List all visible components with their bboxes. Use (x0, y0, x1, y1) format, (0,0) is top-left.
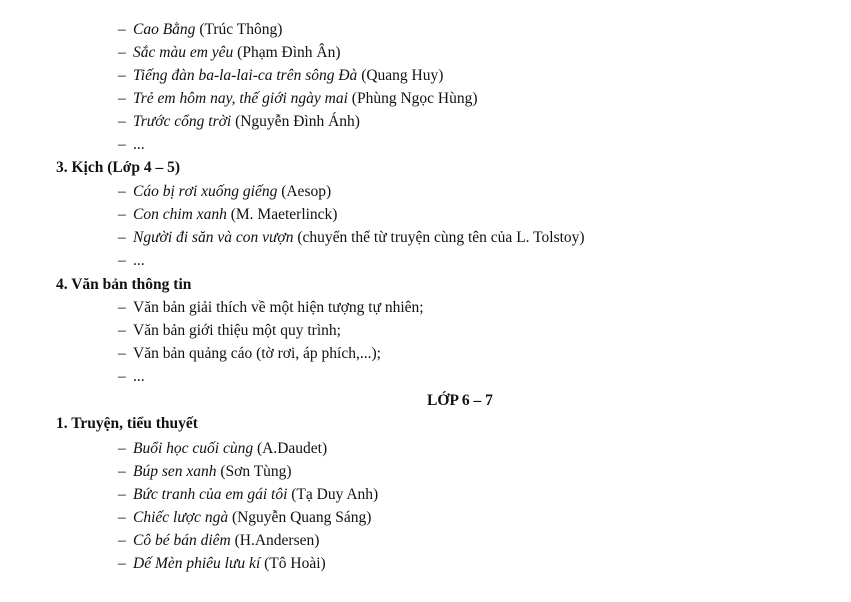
list-item (118, 508, 371, 528)
work-author: (Nguyễn Đình Ánh) (231, 113, 360, 130)
list-item (118, 485, 378, 505)
bullet-dash: – (118, 252, 126, 269)
item-text: Văn bản quảng cáo (tờ rơi, áp phích,...); (133, 345, 381, 362)
work-author: (H.Andersen) (230, 532, 320, 549)
bullet-dash: – (118, 67, 126, 84)
bullet-dash: – (118, 136, 126, 153)
bullet-dash: – (118, 440, 126, 457)
list-item (118, 367, 145, 387)
list-item (118, 43, 340, 63)
list-item (118, 462, 292, 482)
ellipsis-text: ... (133, 252, 145, 269)
bullet-dash: – (118, 368, 126, 385)
bullet-dash: – (118, 532, 126, 549)
list-item (118, 66, 443, 86)
bullet-dash: – (118, 229, 126, 246)
work-title: Chiếc lược ngà (133, 509, 229, 526)
work-author: (Tô Hoài) (260, 555, 326, 572)
list-item (118, 89, 478, 109)
work-title: Trước cổng trời (133, 113, 232, 130)
section-heading-van-ban: 4. Văn bản thông tin (56, 276, 192, 293)
work-author: (Phùng Ngọc Hùng) (347, 90, 478, 107)
work-author: (chuyển thể từ truyện cùng tên của L. Tolstoy) (293, 229, 585, 246)
ellipsis-text: ... (133, 368, 145, 385)
work-author: (A.Daudet) (253, 440, 328, 457)
work-title: Trẻ em hôm nay, thế giới ngày mai (133, 90, 348, 107)
work-title: Tiếng đàn ba-la-lai-ca trên sông Đà (133, 67, 358, 84)
work-title: Cao Bằng (133, 21, 196, 38)
work-title: Dế Mèn phiêu lưu kí (133, 555, 261, 572)
bullet-dash: – (118, 183, 126, 200)
bullet-dash: – (118, 345, 126, 362)
list-item (118, 439, 327, 459)
ellipsis-text: ... (133, 136, 145, 153)
work-author: (Trúc Thông) (195, 21, 283, 38)
bullet-dash: – (118, 555, 126, 572)
work-title: Búp sen xanh (133, 463, 217, 480)
work-author: (Phạm Đình Ân) (233, 44, 341, 61)
work-author: (Sơn Tùng) (216, 463, 292, 480)
bullet-dash: – (118, 322, 126, 339)
list-item (118, 554, 326, 574)
work-author: (Aesop) (277, 183, 332, 200)
work-author: (Nguyễn Quang Sáng) (228, 509, 372, 526)
work-title: Người đi săn và con vượn (133, 229, 294, 246)
work-title: Cô bé bán diêm (133, 532, 231, 549)
item-text: Văn bản giải thích về một hiện tượng tự nhiên; (133, 299, 424, 316)
work-title: Bức tranh của em gái tôi (133, 486, 288, 503)
list-item (118, 20, 282, 40)
work-title: Cáo bị rơi xuống giếng (133, 183, 278, 200)
bullet-dash: – (118, 463, 126, 480)
bullet-dash: – (118, 90, 126, 107)
bullet-dash: – (118, 509, 126, 526)
list-item (118, 135, 145, 155)
bullet-dash: – (118, 113, 126, 130)
section-heading-kich: 3. Kịch (Lớp 4 – 5) (56, 159, 180, 176)
work-author: (Tạ Duy Anh) (287, 486, 379, 503)
work-author: (M. Maeterlinck) (226, 206, 338, 223)
work-title: Con chim xanh (133, 206, 227, 223)
grade-heading: LỚP 6 – 7 (427, 392, 493, 409)
list-item (118, 251, 145, 271)
work-title: Buổi học cuối cùng (133, 440, 254, 457)
item-text: Văn bản giới thiệu một quy trình; (133, 322, 341, 339)
list-item (118, 112, 360, 132)
list-item (118, 344, 381, 364)
list-item (118, 228, 585, 248)
list-item (118, 205, 337, 225)
bullet-dash: – (118, 486, 126, 503)
bullet-dash: – (118, 299, 126, 316)
list-item (118, 531, 319, 551)
list-item (118, 321, 341, 341)
list-item (118, 182, 331, 202)
bullet-dash: – (118, 206, 126, 223)
section-heading-truyen: 1. Truyện, tiểu thuyết (56, 415, 198, 432)
bullet-dash: – (118, 21, 126, 38)
work-title: Sắc màu em yêu (133, 44, 234, 61)
list-item (118, 298, 424, 318)
bullet-dash: – (118, 44, 126, 61)
work-author: (Quang Huy) (357, 67, 444, 84)
